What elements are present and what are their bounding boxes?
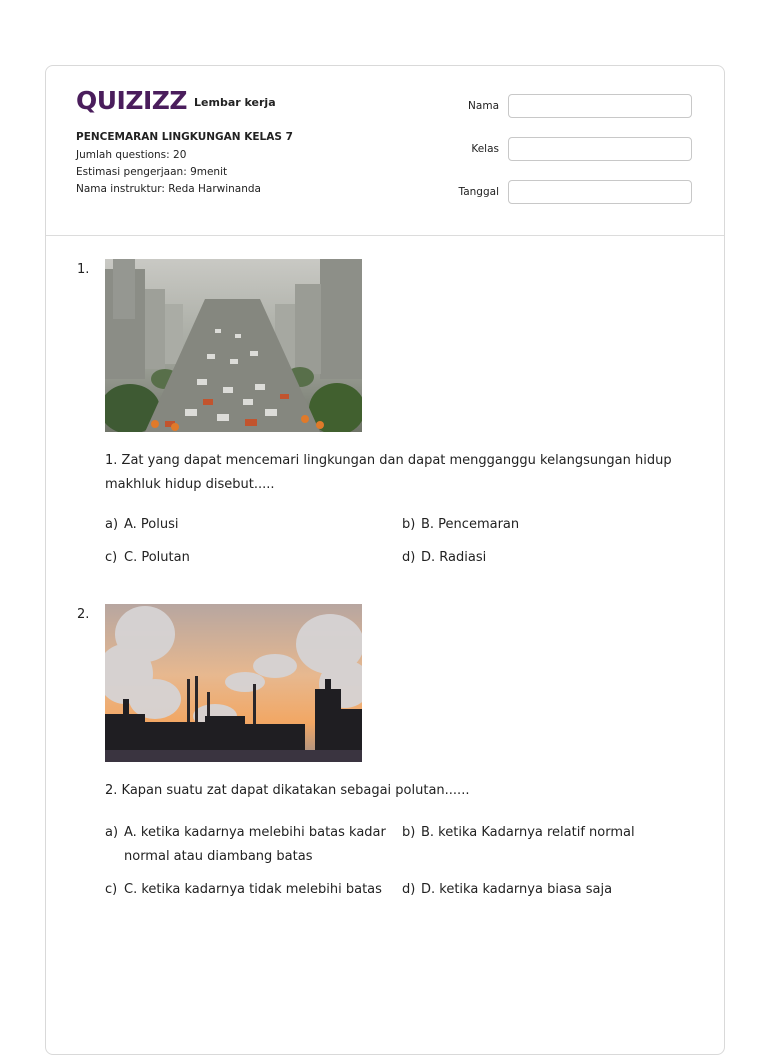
date-field[interactable] [508, 180, 692, 204]
quizizz-logo: QUIZIZZ [76, 86, 188, 115]
question-number: 2. [77, 607, 90, 622]
option-letter: b) [402, 517, 416, 532]
name-row [452, 94, 692, 118]
worksheet-header [46, 66, 724, 236]
option-letter: c) [105, 550, 118, 565]
factory-smoke-photo [105, 604, 362, 762]
worksheet [45, 65, 725, 1055]
name-label: Nama [468, 100, 499, 112]
option-text: C. Polutan [124, 550, 190, 565]
option-letter: c) [105, 882, 118, 897]
date-label: Tanggal [458, 186, 499, 198]
option-letter: a) [105, 517, 119, 532]
option-b[interactable] [402, 513, 692, 537]
option-text: C. ketika kadarnya tidak melebihi batas [124, 882, 382, 897]
option-text: A. Polusi [124, 517, 179, 532]
option-letter: b) [402, 825, 416, 840]
quiz-meta [76, 131, 293, 200]
student-info-form [452, 94, 692, 223]
option-c[interactable] [105, 546, 395, 570]
city-traffic-smog-photo [105, 259, 362, 432]
option-letter: a) [105, 825, 119, 840]
name-field[interactable] [508, 94, 692, 118]
option-text: D. ketika kadarnya biasa saja [421, 882, 613, 897]
class-row [452, 137, 692, 161]
question-number: 1. [77, 262, 90, 277]
option-d[interactable] [402, 878, 692, 902]
question-text: 1. Zat yang dapat mencemari lingkungan dan dapat mengganggu kelangsungan hidup makhluk hidup disebut..... [105, 453, 672, 492]
option-letter: d) [402, 882, 416, 897]
instructor-name: Nama instruktur: Reda Harwinanda [76, 183, 261, 195]
option-text: B. Pencemaran [421, 517, 520, 532]
estimated-time: Estimasi pengerjaan: 9menit [76, 166, 228, 178]
option-c[interactable] [105, 878, 395, 902]
class-label: Kelas [471, 143, 499, 155]
option-text: B. ketika Kadarnya relatif normal [421, 825, 635, 840]
option-b[interactable] [402, 821, 692, 845]
quiz-title: PENCEMARAN LINGKUNGAN KELAS 7 [76, 131, 293, 143]
option-a[interactable] [105, 821, 395, 869]
option-letter: d) [402, 550, 416, 565]
option-a[interactable] [105, 513, 395, 537]
option-text: A. ketika kadarnya melebihi batas kadar normal atau diambang batas [124, 825, 386, 864]
class-field[interactable] [508, 137, 692, 161]
worksheet-label: Lembar kerja [194, 96, 276, 109]
question-text: 2. Kapan suatu zat dapat dikatakan sebagai polutan...... [105, 783, 470, 798]
option-d[interactable] [402, 546, 692, 570]
date-row [452, 180, 692, 204]
brand [76, 88, 276, 114]
question-count: Jumlah questions: 20 [76, 149, 187, 161]
option-text: D. Radiasi [421, 550, 487, 565]
